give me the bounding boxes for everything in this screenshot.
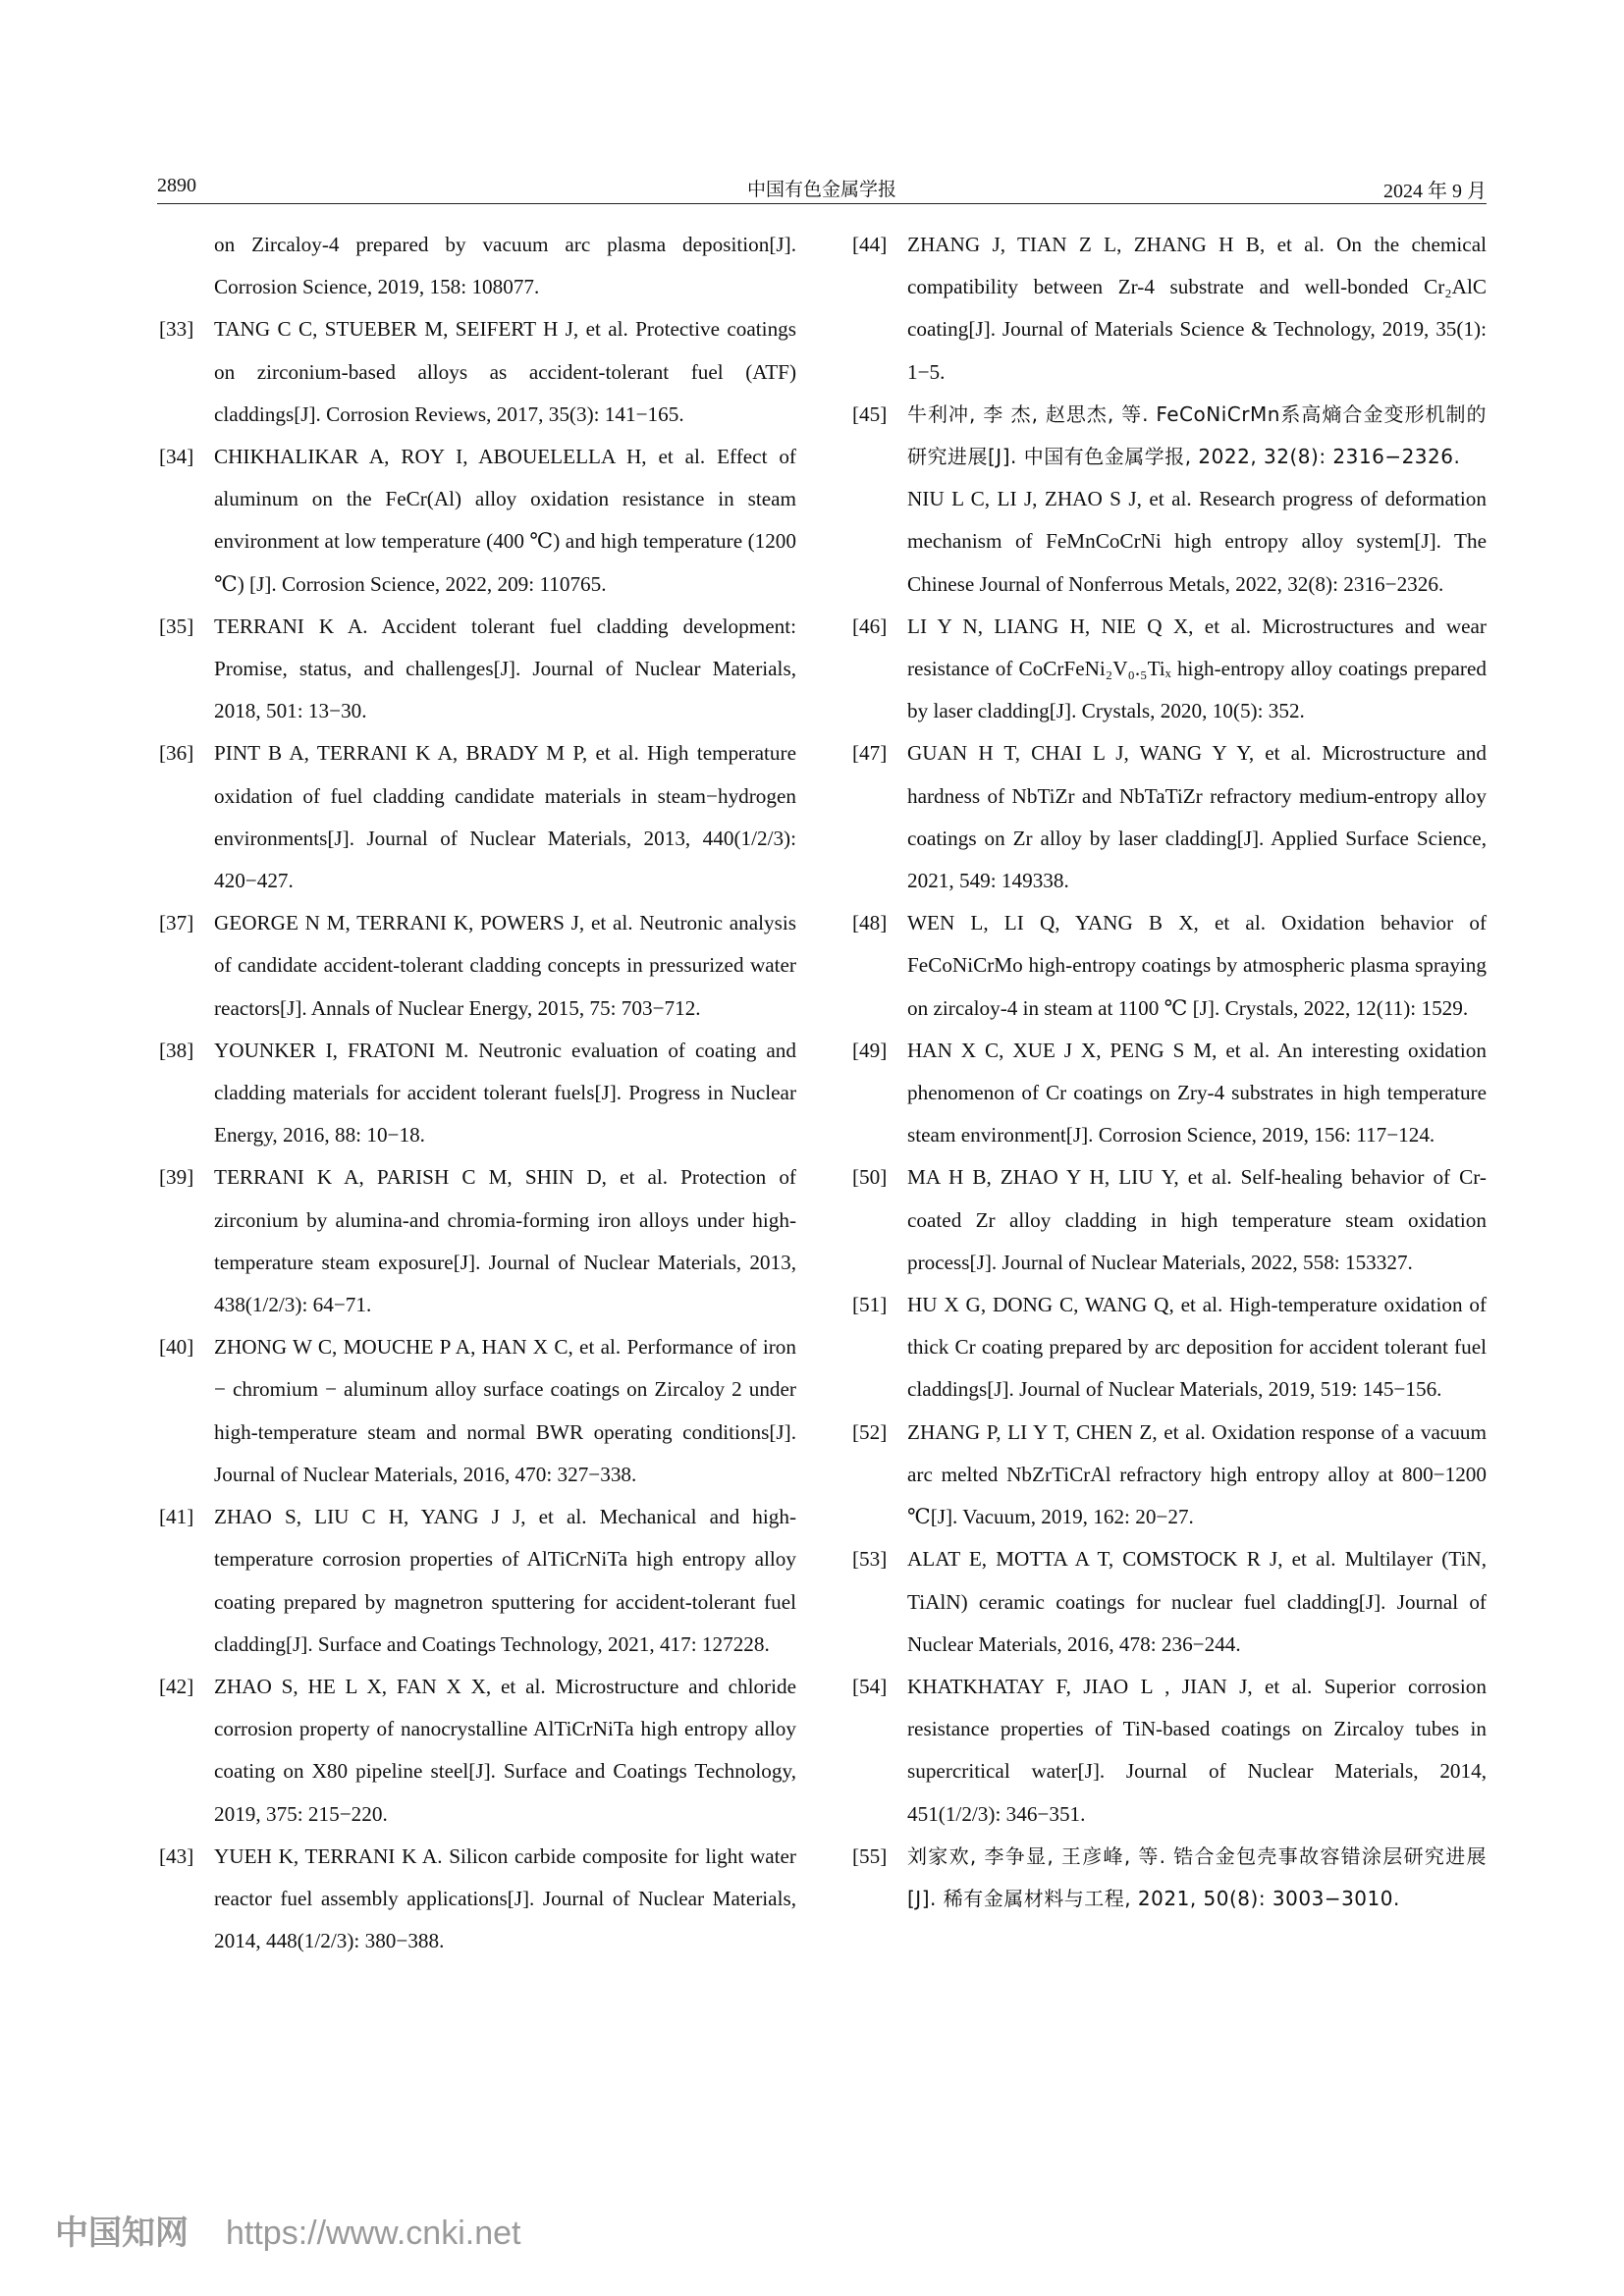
reference-entry	[159, 1666, 796, 1836]
reference-text: WEN L, LI Q, YANG B X, et al. Oxidation behavior of FeCoNiCrMo high-entropy coatings by atmospheric plasma spraying on zircaloy-4 in steam at 1100 ℃ [J]. Crystals, 2022, 12(11): 1529.	[907, 911, 1487, 1020]
reference-entry	[852, 1412, 1487, 1539]
reference-number: [51]	[852, 1293, 888, 1317]
reference-text: LI Y N, LIANG H, NIE Q X, et al. Microstructures and wear resistance of CoCrFeNi₂V₀.₅Tiₓ high-entropy alloy coatings prepared by laser cladding[J]. Crystals, 2020, 10(5): 352.	[907, 614, 1487, 723]
reference-entry	[159, 732, 796, 902]
reference-text: YOUNKER I, FRATONI M. Neutronic evaluation of coating and cladding materials for accident tolerant fuels[J]. Progress in Nuclear Energy, 2016, 88: 10−18.	[214, 1038, 796, 1148]
reference-text-chinese: 刘家欢, 李争显, 王彦峰, 等. 锆合金包壳事故容错涂层研究进展[J]. 稀有金属材料与工程, 2021, 50(8): 3003−3010.	[907, 1843, 1487, 1910]
running-header	[157, 175, 1487, 204]
reference-entry	[159, 1326, 796, 1496]
watermark-url[interactable]: https://www.cnki.net	[226, 2215, 521, 2252]
reference-entry	[852, 478, 1487, 606]
reference-text: HAN X C, XUE J X, PENG S M, et al. An interesting oxidation phenomenon of Cr coatings on Zry-4 substrates in high temperature steam environment[J]. Corrosion Science, 2019, 156: 117−124.	[907, 1038, 1487, 1148]
reference-entry	[852, 1666, 1487, 1836]
reference-entry	[159, 436, 796, 606]
references-left-column	[159, 224, 796, 1962]
reference-number: [48]	[852, 911, 888, 935]
reference-number: [54]	[852, 1674, 888, 1698]
page-number: 2890	[157, 175, 196, 196]
reference-entry	[159, 606, 796, 733]
reference-text: ALAT E, MOTTA A T, COMSTOCK R J, et al. Multilayer (TiN, TiAlN) ceramic coatings for nuclear fuel cladding[J]. Journal of Nuclear Materials, 2016, 478: 236−244.	[907, 1547, 1487, 1656]
reference-text: ZHAO S, LIU C H, YANG J J, et al. Mechanical and high-temperature corrosion properties of AlTiCrNiTa high entropy alloy coating prepared by magnetron sputtering for accident-tolerant fuel cladding[J]. Surface and Coatings Technology, 2021, 417: 127228.	[214, 1505, 796, 1656]
reference-number: [43]	[159, 1843, 194, 1868]
reference-text: on Zircaloy-4 prepared by vacuum arc plasma deposition[J]. Corrosion Science, 2019, 158: 108077.	[214, 233, 796, 299]
reference-text: TERRANI K A. Accident tolerant fuel cladding development: Promise, status, and challenges[J]. Journal of Nuclear Materials, 2018, 501: 13−30.	[214, 614, 796, 723]
reference-text: TANG C C, STUEBER M, SEIFERT H J, et al. Protective coatings on zirconium-based alloys as accident-tolerant fuel (ATF) claddings[J]. Corrosion Reviews, 2017, 35(3): 141−165.	[214, 317, 796, 426]
reference-number: [55]	[852, 1843, 888, 1868]
reference-entry	[159, 902, 796, 1030]
reference-entry	[159, 1030, 796, 1157]
reference-text: ZHANG J, TIAN Z L, ZHANG H B, et al. On the chemical compatibility between Zr-4 substrate and well-bonded Cr₂AlC coating[J]. Journal of Materials Science & Technology, 2019, 35(1): 1−5.	[907, 233, 1487, 384]
journal-title: 中国有色金属学报	[746, 179, 896, 200]
watermark-logo-text: 中国知网	[55, 2214, 189, 2253]
references-right-column	[852, 224, 1487, 1920]
cnki-watermark	[55, 2206, 520, 2254]
reference-text: TERRANI K A, PARISH C M, SHIN D, et al. Protection of zirconium by alumina-and chromia-forming iron alloys under high-temperature steam exposure[J]. Journal of Nuclear Materials, 2013, 438(1/2/3): 64−71.	[214, 1165, 796, 1317]
reference-number: [33]	[159, 317, 194, 342]
reference-text: MA H B, ZHAO Y H, LIU Y, et al. Self-healing behavior of Cr-coated Zr alloy cladding in high temperature steam oxidation process[J]. Journal of Nuclear Materials, 2022, 558: 153327.	[907, 1165, 1487, 1274]
reference-entry	[852, 902, 1487, 1030]
reference-entry	[852, 1284, 1487, 1412]
reference-number: [40]	[159, 1335, 194, 1360]
reference-text-chinese: 牛利冲, 李 杰, 赵思杰, 等. FeCoNiCrMn系高熵合金变形机制的研究进展[J]. 中国有色金属学报, 2022, 32(8): 2316−2326.	[907, 401, 1487, 469]
reference-text: GUAN H T, CHAI L J, WANG Y Y, et al. Microstructure and hardness of NbTiZr and NbTaTiZr refractory medium-entropy alloy coatings on Zr alloy by laser cladding[J]. Applied Surface Science, 2021, 549: 149338.	[907, 741, 1487, 893]
reference-entry	[852, 394, 1487, 478]
reference-number: [46]	[852, 614, 888, 638]
reference-entry	[852, 606, 1487, 733]
reference-entry	[852, 1156, 1487, 1284]
header-rule	[157, 203, 1487, 204]
reference-entry	[852, 1836, 1487, 1920]
reference-entry	[159, 1836, 796, 1963]
reference-text: KHATKHATAY F, JIAO L , JIAN J, et al. Superior corrosion resistance properties of TiN-based coatings on Zircaloy tubes in supercritical water[J]. Journal of Nuclear Materials, 2014, 451(1/2/3): 346−351.	[907, 1674, 1487, 1826]
reference-number: [36]	[159, 741, 194, 766]
reference-number: [50]	[852, 1165, 888, 1190]
reference-entry	[159, 1496, 796, 1666]
reference-entry	[852, 1538, 1487, 1666]
reference-entry	[159, 1156, 796, 1326]
reference-text-translation: NIU L C, LI J, ZHAO S J, et al. Research progress of deformation mechanism of FeMnCoCrNi high entropy alloy system[J]. The Chinese Journal of Nonferrous Metals, 2022, 32(8): 2316−2326.	[907, 487, 1487, 596]
reference-text: PINT B A, TERRANI K A, BRADY M P, et al. High temperature oxidation of fuel cladding candidate materials in steam−hydrogen environments[J]. Journal of Nuclear Materials, 2013, 440(1/2/3): 420−427.	[214, 741, 796, 893]
reference-text: ZHAO S, HE L X, FAN X X, et al. Microstructure and chloride corrosion property of nanocrystalline AlTiCrNiTa high entropy alloy coating on X80 pipeline steel[J]. Surface and Coatings Technology, 2019, 375: 215−220.	[214, 1674, 796, 1826]
reference-text: CHIKHALIKAR A, ROY I, ABOUELELLA H, et al. Effect of aluminum on the FeCr(Al) alloy oxidation resistance in steam environment at low temperature (400 ℃) and high temperature (1200 ℃) [J]. Corrosion Science, 2022, 209: 110765.	[214, 445, 796, 596]
reference-number: [42]	[159, 1674, 194, 1698]
reference-number: [49]	[852, 1038, 888, 1062]
reference-number: [38]	[159, 1038, 194, 1062]
reference-number: [37]	[159, 911, 194, 935]
reference-entry	[852, 732, 1487, 902]
reference-number: [44]	[852, 233, 888, 256]
reference-number: [39]	[159, 1165, 194, 1190]
reference-text: YUEH K, TERRANI K A. Silicon carbide composite for light water reactor fuel assembly applications[J]. Journal of Nuclear Materials, 2014, 448(1/2/3): 380−388.	[214, 1843, 796, 1953]
reference-entry	[852, 224, 1487, 394]
reference-number: [41]	[159, 1505, 194, 1529]
reference-number: [35]	[159, 614, 194, 638]
reference-number: [45]	[852, 401, 888, 426]
reference-text: GEORGE N M, TERRANI K, POWERS J, et al. Neutronic analysis of candidate accident-tolerant cladding concepts in pressurized water reactors[J]. Annals of Nuclear Energy, 2015, 75: 703−712.	[214, 911, 796, 1020]
reference-text: ZHANG P, LI Y T, CHEN Z, et al. Oxidation response of a vacuum arc melted NbZrTiCrAl refractory high entropy alloy at 800−1200 ℃[J]. Vacuum, 2019, 162: 20−27.	[907, 1419, 1487, 1529]
reference-text: HU X G, DONG C, WANG Q, et al. High-temperature oxidation of thick Cr coating prepared by arc deposition for accident tolerant fuel claddings[J]. Journal of Nuclear Materials, 2019, 519: 145−156.	[907, 1293, 1487, 1402]
reference-number: [52]	[852, 1419, 888, 1444]
reference-number: [47]	[852, 741, 888, 766]
issue-date: 2024 年 9 月	[1383, 181, 1487, 202]
reference-text: ZHONG W C, MOUCHE P A, HAN X C, et al. Performance of iron − chromium − aluminum alloy surface coatings on Zircaloy 2 under high-temperature steam and normal BWR operating conditions[J]. Journal of Nuclear Materials, 2016, 470: 327−338.	[214, 1335, 796, 1486]
reference-number: [53]	[852, 1547, 888, 1572]
reference-entry	[159, 308, 796, 436]
reference-entry	[159, 224, 796, 308]
reference-number: [34]	[159, 445, 194, 469]
reference-entry	[852, 1030, 1487, 1157]
